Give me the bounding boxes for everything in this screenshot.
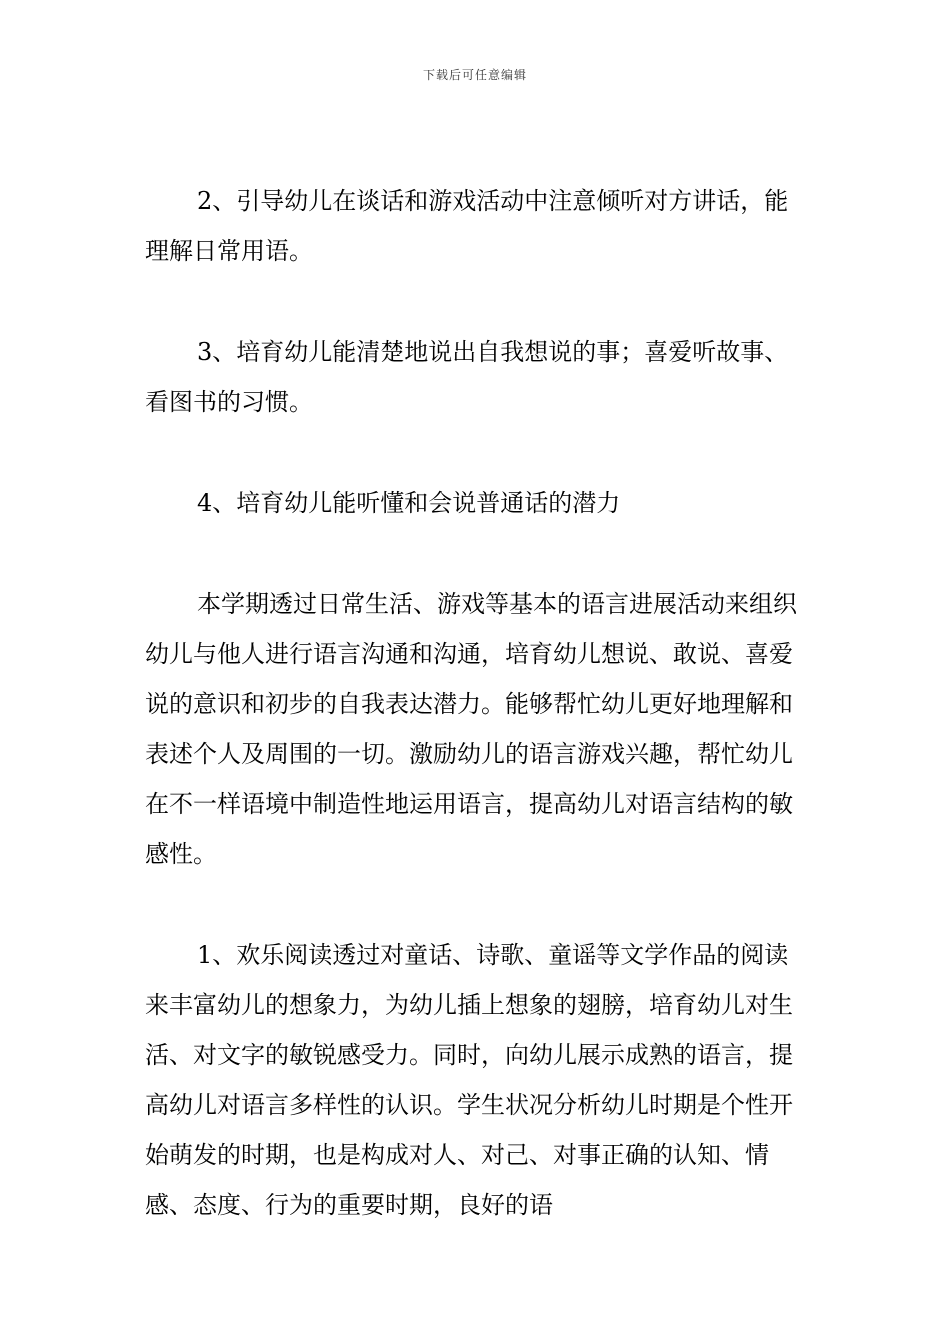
paragraph-item-4: 4、培育幼儿能听懂和会说普通话的潜力 <box>197 489 621 517</box>
paragraph-item-3: 3、培育幼儿能清楚地说出自我想说的事；喜爱听故事、看图书的习惯。 <box>145 338 789 416</box>
page-header-note: 下载后可任意编辑 <box>422 68 527 82</box>
paragraph-semester-plan: 本学期透过日常生活、游戏等基本的语言进展活动来组织幼儿与他人进行语言沟通和沟通，培育幼儿想说、敢说、喜爱说的意识和初步的自我表达潜力。能够帮忙幼儿更好地理解和表述个人及周围的一切。激励幼儿的语言游戏兴趣，帮忙幼儿在不一样语境中制造性地运用语言，提高幼儿对语言结构的敏感性。 <box>145 590 797 868</box>
document-body <box>145 176 810 1281</box>
paragraph-item-2: 2、引导幼儿在谈话和游戏活动中注意倾听对方讲话，能理解日常用语。 <box>145 187 789 265</box>
paragraph-happy-reading: 1、欢乐阅读透过对童话、诗歌、童谣等文学作品的阅读来丰富幼儿的想象力，为幼儿插上想象的翅膀，培育幼儿对生活、对文字的敏锐感受力。同时，向幼儿展示成熟的语言，提高幼儿对语言多样性的认识。学生状况分析幼儿时期是个性开始萌发的时期，也是构成对人、对己、对事正确的认知、情感、态度、行为的重要时期，良好的语 <box>145 941 793 1219</box>
